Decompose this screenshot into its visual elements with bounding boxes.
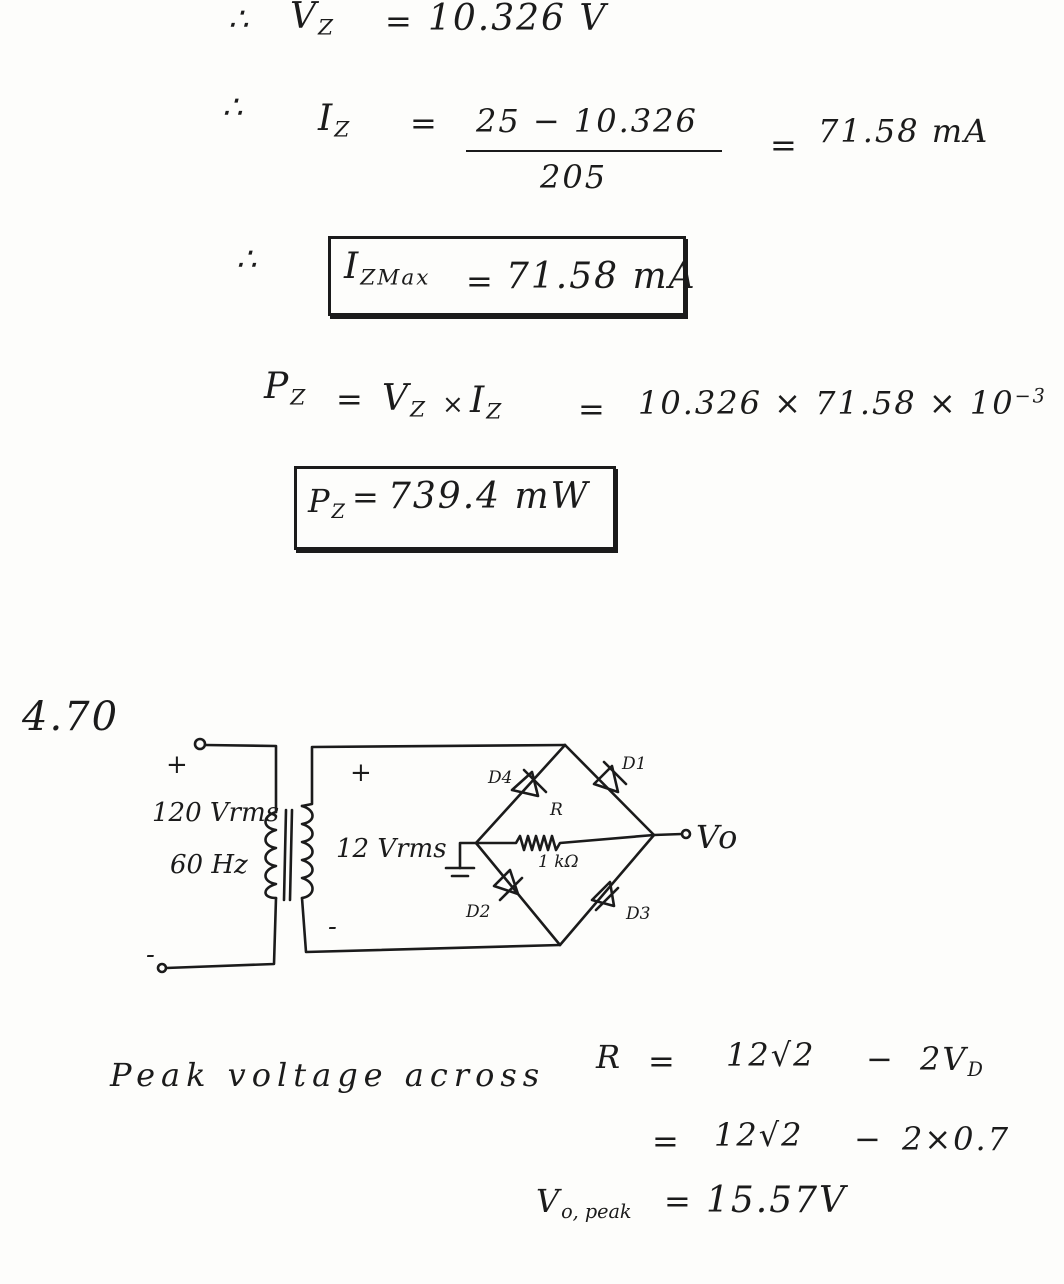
- therefore-symbol: ∴: [236, 240, 259, 278]
- pz-iz: $I_Z$: [470, 380, 504, 425]
- peak-label: Peak voltage across: [110, 1056, 546, 1094]
- iz-numerator: 25 − 10.326: [476, 102, 698, 140]
- d3-label: D3: [626, 904, 651, 924]
- core-line-1: [284, 810, 286, 900]
- secondary-voltage-label: 12 Vrms: [336, 834, 447, 864]
- problem-number: 4.70: [22, 694, 120, 740]
- core-line-2: [290, 810, 292, 900]
- times-sign: ×: [442, 390, 466, 420]
- secondary-wire-bottom: [302, 898, 560, 952]
- input-voltage-label: 120 Vrms: [152, 798, 280, 828]
- peak-term1: $2V_D$: [920, 1040, 985, 1081]
- iz-result: 71.58 mA: [818, 112, 990, 150]
- peak-expr1: 12√2: [726, 1036, 816, 1074]
- izmax-value: 71.58 mA: [506, 256, 697, 297]
- equals-sign: =: [770, 126, 799, 164]
- therefore-symbol: ∴: [228, 0, 251, 38]
- diode-d1-triangle: [594, 766, 618, 792]
- vz-value: 10.326 V: [428, 0, 608, 39]
- input-plus: +: [166, 750, 190, 780]
- input-terminal-top: [195, 739, 205, 749]
- vo-peak-label: $V_{o, peak}$: [536, 1182, 632, 1223]
- secondary-plus: +: [350, 758, 374, 788]
- d1-label: D1: [622, 754, 647, 774]
- iz-denominator: 205: [540, 158, 608, 196]
- minus-sign: −: [866, 1040, 895, 1078]
- input-frequency-label: 60 Hz: [170, 850, 248, 880]
- equals-sign: =: [466, 262, 495, 300]
- izmax-lhs: $I_{ZMax}$: [344, 246, 431, 291]
- diode-d4-triangle: [512, 772, 538, 796]
- vo-peak-value: 15.57V: [706, 1180, 848, 1221]
- equals-sign: =: [664, 1182, 693, 1220]
- input-terminal-bottom: [158, 964, 166, 972]
- d4-label: D4: [488, 768, 513, 788]
- peak-term2: 2×0.7: [902, 1120, 1011, 1158]
- resistor: [476, 835, 654, 850]
- equals-sign: =: [578, 390, 607, 428]
- pz-product: $10.326 \times 71.58 \times 10^{-3}$: [638, 384, 1047, 422]
- equals-sign: =: [385, 2, 414, 40]
- bridge-edge-top-left: [476, 745, 565, 843]
- peak-r: R: [596, 1038, 623, 1076]
- resistor-label: R: [550, 800, 565, 820]
- ground-wire: [460, 843, 476, 868]
- pz-vz: $V_Z$: [382, 378, 428, 423]
- secondary-wire-top: [302, 745, 565, 806]
- equals-sign: =: [652, 1122, 681, 1160]
- primary-wire-bottom: [166, 898, 276, 968]
- secondary-minus: -: [328, 912, 339, 942]
- resistor-value: 1 kΩ: [538, 852, 579, 872]
- equals-sign: =: [336, 380, 365, 418]
- pz-lhs: $P_Z$: [264, 366, 308, 411]
- minus-sign: −: [854, 1120, 883, 1158]
- peak-expr2: 12√2: [714, 1116, 804, 1154]
- secondary-coil: [302, 806, 313, 898]
- output-terminal: [682, 830, 690, 838]
- output-wire: [654, 834, 682, 835]
- equals-sign: =: [410, 104, 439, 142]
- equals-sign: =: [352, 478, 381, 516]
- equals-sign: =: [648, 1042, 677, 1080]
- pz-box-value: 739.4 mW: [388, 476, 590, 517]
- therefore-symbol: ∴: [222, 88, 245, 126]
- output-label: Vo: [696, 818, 740, 856]
- pz-box-lhs: $P_Z$: [308, 482, 347, 523]
- vz-lhs: $V_Z$: [290, 0, 336, 41]
- input-minus: -: [146, 940, 157, 970]
- iz-lhs: $I_Z$: [318, 98, 352, 143]
- d2-label: D2: [466, 902, 491, 922]
